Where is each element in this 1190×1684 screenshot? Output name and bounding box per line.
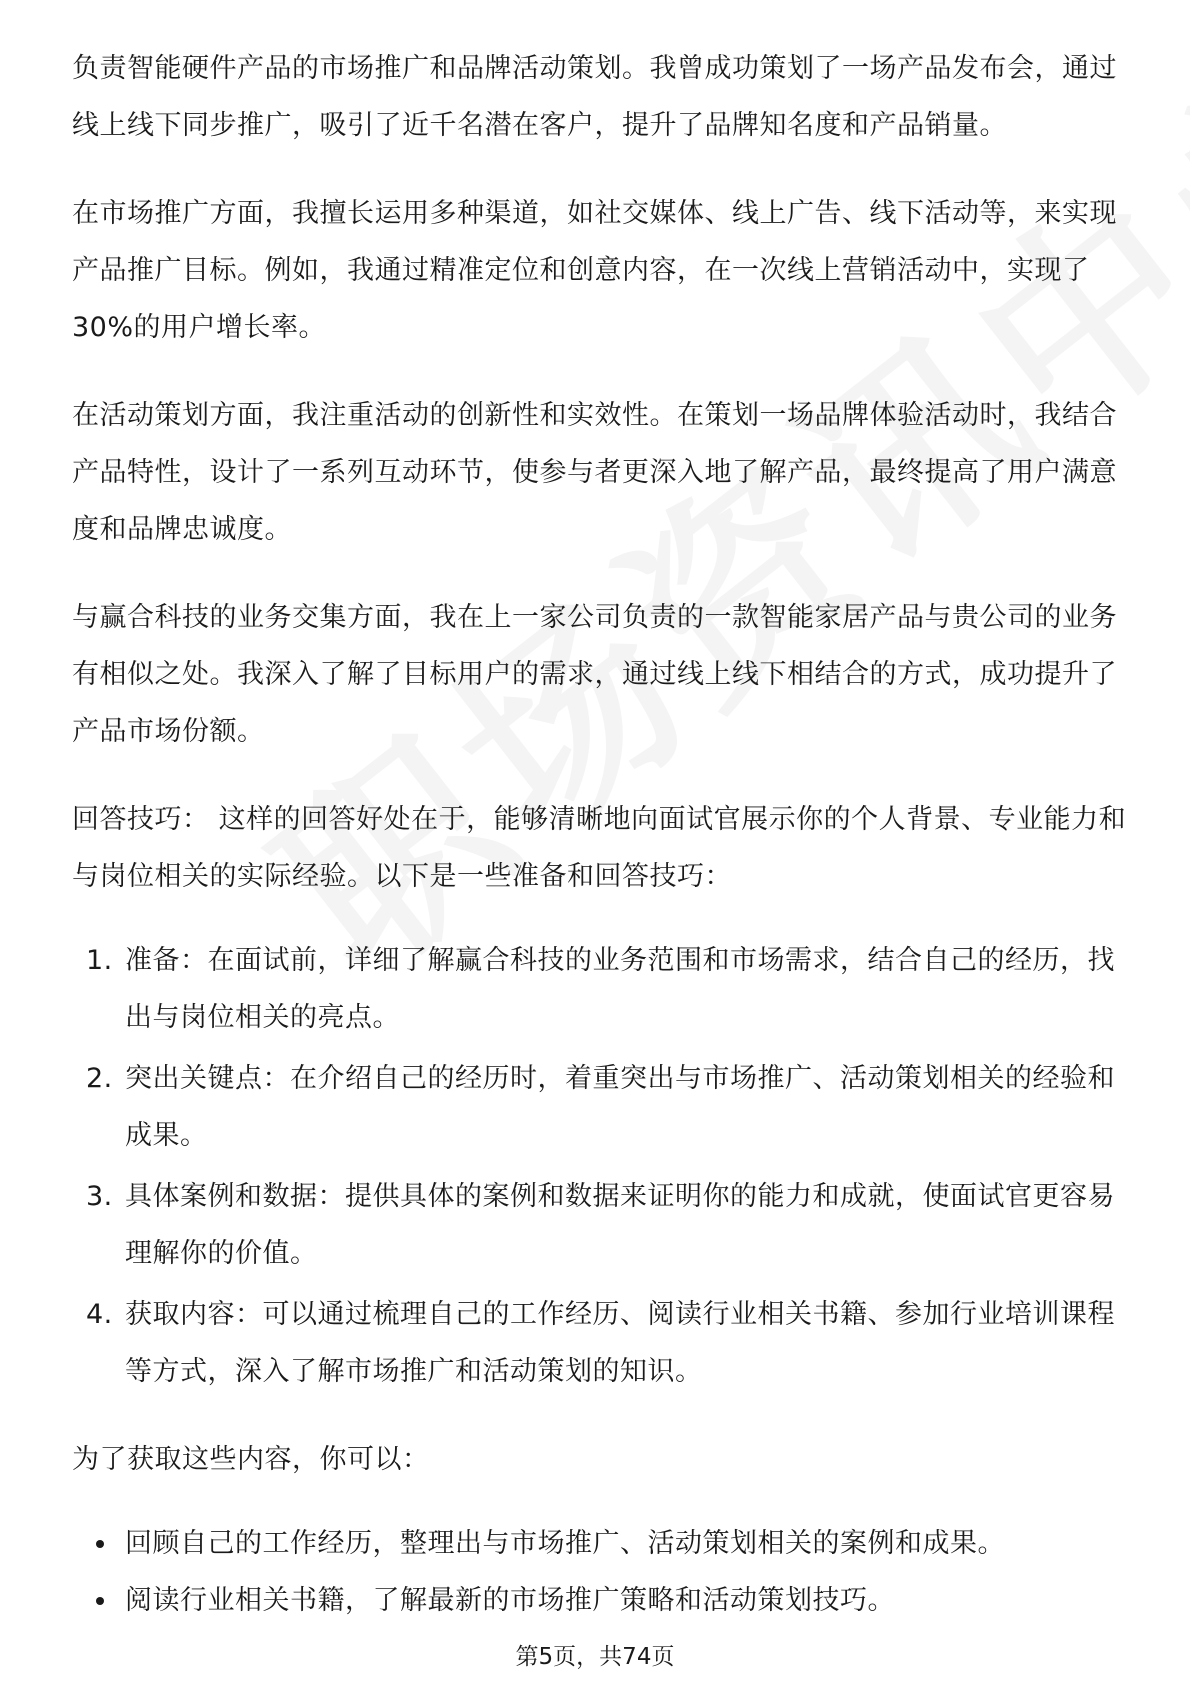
paragraph-experience: 负责智能硬件产品的市场推广和品牌活动策划。我曾成功策划了一场产品发布会，通过线上线下同步推广，吸引了近千名潜在客户，提升了品牌知名度和产品销量。: [72, 53, 1117, 141]
closing-intro: 为了获取这些内容，你可以：: [72, 1444, 430, 1475]
list-item: [72, 1050, 1132, 1164]
bullet-list: [72, 1515, 1132, 1629]
list-item: [72, 1286, 1132, 1400]
page-footer: 第5页，共74页: [515, 1644, 675, 1670]
document-body: [72, 40, 1132, 1629]
list-number: 3.: [86, 1181, 113, 1212]
list-item: [72, 1168, 1132, 1282]
bullet-dot-icon: [96, 1597, 104, 1605]
list-item: [72, 932, 1132, 1046]
tips-numbered-list: [72, 932, 1132, 1400]
paragraph-marketing: 在市场推广方面，我擅长运用多种渠道，如社交媒体、线上广告、线下活动等，来实现产品推广目标。例如，我通过精准定位和创意内容，在一次线上营销活动中，实现了30%的用户增长率。: [72, 198, 1117, 343]
list-number: 2.: [86, 1063, 113, 1094]
list-number: 4.: [86, 1299, 113, 1330]
list-item-text: 回顾自己的工作经历，整理出与市场推广、活动策划相关的案例和成果。: [125, 1528, 1005, 1559]
paragraph-business-overlap: 与赢合科技的业务交集方面，我在上一家公司负责的一款智能家居产品与贵公司的业务有相似之处。我深入了解了目标用户的需求，通过线上线下相结合的方式，成功提升了产品市场份额。: [72, 602, 1117, 747]
list-item-text: 突出关键点：在介绍自己的经历时，着重突出与市场推广、活动策划相关的经验和成果。: [125, 1063, 1115, 1151]
list-item: [72, 1515, 1132, 1572]
list-item-text: 获取内容：可以通过梳理自己的工作经历、阅读行业相关书籍、参加行业培训课程等方式，深入了解市场推广和活动策划的知识。: [125, 1299, 1115, 1387]
tips-intro: 回答技巧： 这样的回答好处在于，能够清晰地向面试官展示你的个人背景、专业能力和与岗位相关的实际经验。以下是一些准备和回答技巧：: [72, 804, 1127, 892]
paragraph-event-planning: 在活动策划方面，我注重活动的创新性和实效性。在策划一场品牌体验活动时，我结合产品特性，设计了一系列互动环节，使参与者更深入地了解产品，最终提高了用户满意度和品牌忠诚度。: [72, 400, 1117, 545]
list-item-text: 准备：在面试前，详细了解赢合科技的业务范围和市场需求，结合自己的经历，找出与岗位相关的亮点。: [125, 945, 1115, 1033]
list-item: [72, 1572, 1132, 1629]
list-item-text: 具体案例和数据：提供具体的案例和数据来证明你的能力和成就，使面试官更容易理解你的价值。: [125, 1181, 1115, 1269]
bullet-dot-icon: [96, 1540, 104, 1548]
list-number: 1.: [86, 945, 113, 976]
list-item-text: 阅读行业相关书籍，了解最新的市场推广策略和活动策划技巧。: [125, 1585, 895, 1616]
